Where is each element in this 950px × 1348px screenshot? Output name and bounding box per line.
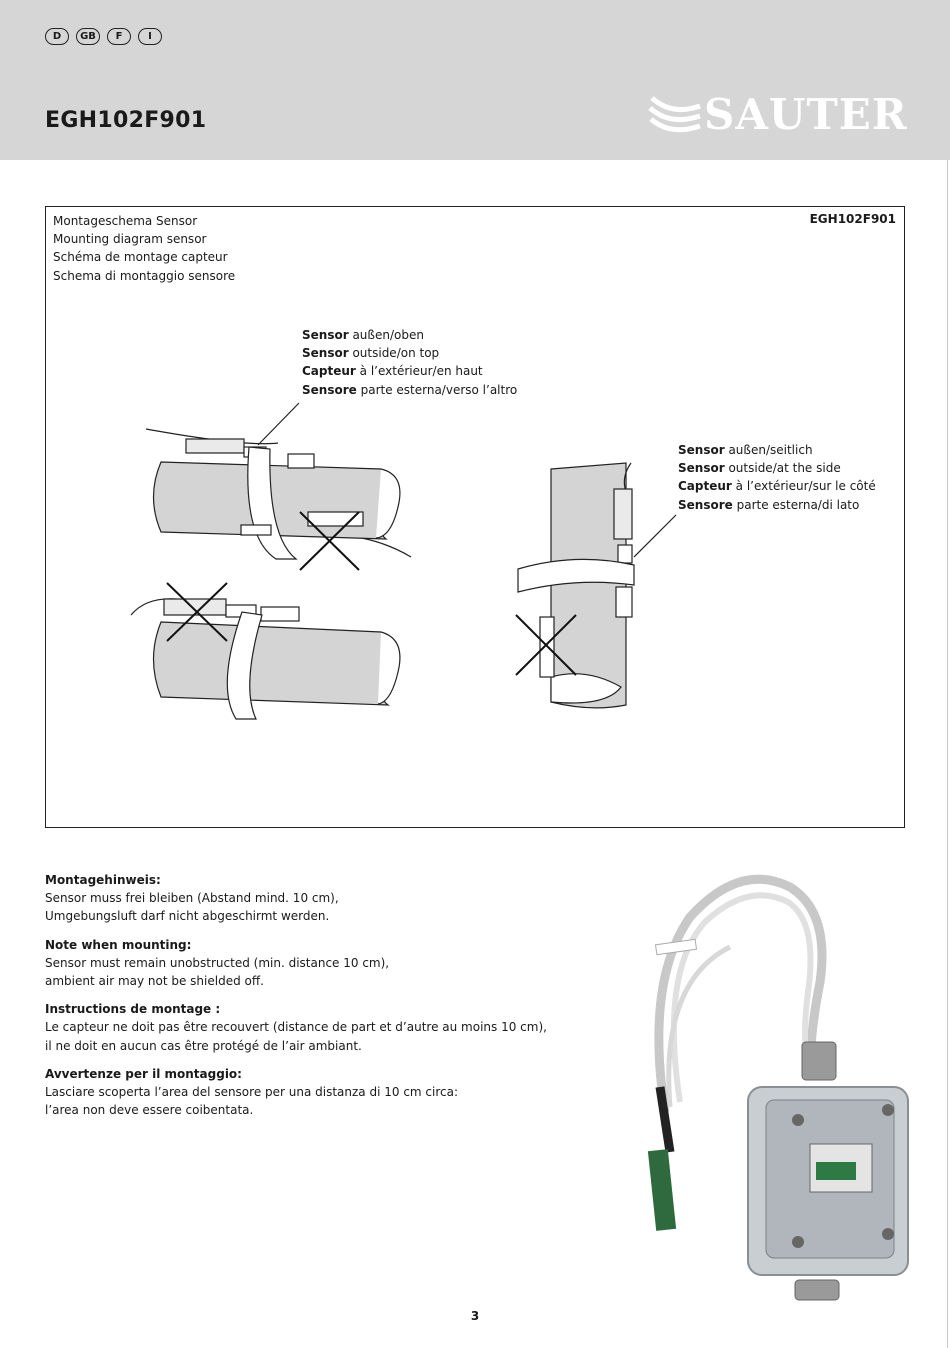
language-badges (45, 28, 162, 45)
pipe-vertical (518, 463, 634, 708)
language-badge-de: D (45, 28, 69, 45)
leader-line-top (258, 403, 299, 445)
page-number: 3 (470, 1309, 480, 1323)
document-title: EGH102F901 (45, 108, 207, 133)
language-badge-gb: GB (76, 28, 100, 45)
note-line: Le capteur ne doit pas être recouvert (distance de part et d’autre au moins 10 cm), (45, 1020, 547, 1035)
callout-side-line: Sensor außen/seitlich (678, 443, 813, 457)
pipe-bottom-mounted (131, 599, 400, 719)
language-badge-fr: F (107, 28, 131, 45)
note-line: Lasciare scoperta l’area del sensore per una distanza di 10 cm circa: (45, 1085, 459, 1100)
leader-line-side (634, 515, 676, 557)
callout-top-line: Sensor außen/oben (302, 328, 424, 342)
callout-top-line: Sensore parte esterna/verso l’altro (302, 382, 518, 397)
diagram-title-de: Montageschema Sensor (53, 214, 198, 228)
language-badge-it: I (138, 28, 162, 45)
diagram-code: EGH102F901 (809, 212, 896, 226)
callout-side-line: Sensor outside/at the side (678, 461, 841, 476)
diagram-title-en: Mounting diagram sensor (53, 232, 207, 247)
note-line: Umgebungsluft darf nicht abgeschirmt werden. (45, 909, 330, 924)
product-photo (630, 862, 920, 1302)
callout-top-line: Capteur à l’extérieur/en haut (302, 364, 483, 379)
mounting-notes (45, 871, 605, 1129)
note-it (45, 1065, 605, 1120)
logo-wave-icon (648, 92, 708, 136)
note-line: il ne doit en aucun cas être protégé de l’air ambiant. (45, 1038, 362, 1053)
note-fr (45, 1000, 605, 1055)
note-heading: Montagehinweis: (45, 873, 161, 887)
note-line: l’area non deve essere coibentata. (45, 1103, 254, 1118)
diagram-title-it: Schema di montaggio sensore (53, 268, 236, 283)
note-line: Sensor must remain unobstructed (min. distance 10 cm), (45, 955, 390, 970)
brand-name: SAUTER (704, 90, 908, 139)
diagram-title-fr: Schéma de montage capteur (53, 250, 228, 265)
note-line: Sensor muss frei bleiben (Abstand mind. 10 cm), (45, 891, 339, 906)
callout-side-line: Sensore parte esterna/di lato (678, 497, 860, 512)
sauter-logo (648, 90, 908, 139)
mounting-diagram-frame (45, 206, 905, 828)
page-header (0, 0, 950, 160)
note-de (45, 871, 605, 926)
callout-top-line: Sensor outside/on top (302, 346, 440, 361)
page-edge (947, 160, 948, 1348)
note-line: ambient air may not be shielded off. (45, 974, 264, 989)
note-heading: Avvertenze per il montaggio: (45, 1066, 242, 1081)
pipe-mounting-illustration (46, 207, 904, 827)
note-heading: Note when mounting: (45, 937, 192, 952)
pipe-top-mounted (146, 429, 411, 559)
callout-side-line: Capteur à l’extérieur/sur le côté (678, 479, 876, 494)
note-en (45, 936, 605, 991)
note-heading: Instructions de montage : (45, 1002, 221, 1017)
